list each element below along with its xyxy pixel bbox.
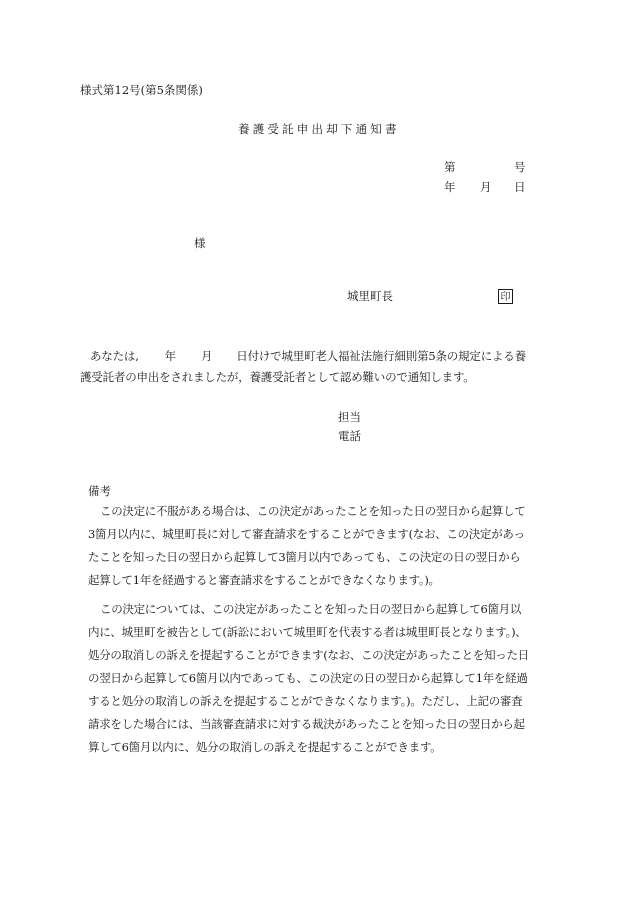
issuer-title: 城里町長: [347, 289, 393, 303]
remarks-note-1: この決定に不服がある場合は、この決定があったことを知った日の翌日から起算して3箇月以内に、城里町長に対して審査請求をすることができます(なお、この決定があったことを知った日の翌日から起算して3箇月以内であっても、この決定の日の翌日から起算して1年を経過すると審査請求をすることができなくなります。)。: [88, 504, 526, 587]
document-title: 養護受託申出却下通知書: [238, 122, 400, 136]
number-prefix: 第: [444, 160, 456, 174]
remarks-label: 備考: [88, 484, 111, 498]
date-day-label: 日: [514, 180, 526, 194]
date-year-label: 年: [444, 180, 456, 194]
body-year-label: 年: [164, 349, 176, 363]
number-suffix: 号: [514, 160, 526, 174]
notice-body: [80, 346, 530, 388]
contact-person-label: 担当: [338, 410, 361, 424]
form-number: 様式第12号(第5条関係): [80, 83, 203, 97]
body-part2: 日付けで城里町老人福祉法施行細則第5条の規定による養護受託者の申出をされましたが，養護受託者として認め難いので通知します。: [80, 349, 526, 384]
body-part1: あなたは,: [90, 349, 139, 363]
date-month-label: 月: [480, 180, 492, 194]
remarks-note-2: この決定については、この決定があったことを知った日の翌日から起算して6箇月以内に、城里町を被告として(訴訟において城里町を代表する者は城里町長となります。)、処分の取消しの訴えを提起することができます(なお、この決定があったことを知った日の翌日から起算して6箇月以内であっても、この決定の日の翌日から起算して1年を経過すると処分の取消しの訴えを提起することができなくなります。)。ただし、上記の審査請求をした場合には、当該審査請求に対する裁決があったことを知った日の翌日から起算して6箇月以内に、処分の取消しの訴えを提起することができます。: [88, 602, 529, 754]
seal-mark: 印: [498, 289, 513, 304]
contact-phone-label: 電話: [338, 429, 361, 443]
body-month-label: 月: [200, 349, 213, 363]
addressee-honorific: 様: [194, 236, 206, 250]
